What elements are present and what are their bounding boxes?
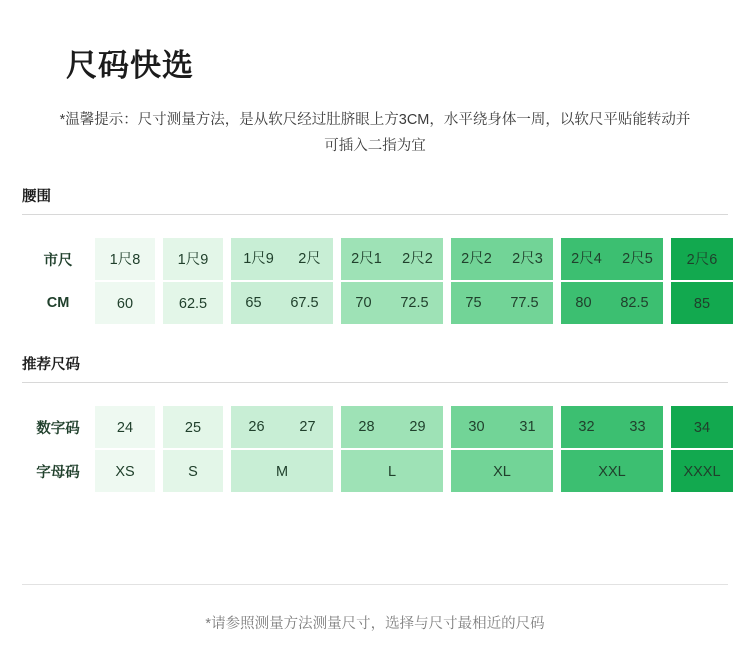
waist-cm-value-3a: 65	[245, 295, 262, 311]
waist-cm-value-7: 85	[670, 281, 734, 325]
recommend-cell-numeric-7	[670, 405, 734, 449]
waist-cell-cm-3	[230, 281, 334, 325]
waist-cell-shichi-7	[670, 237, 734, 281]
row-label-cm: CM	[22, 281, 94, 325]
waist-cell-shichi-3	[230, 237, 334, 281]
row-label-letter: 字母码	[22, 449, 94, 493]
recommend-cell-letter-4	[340, 449, 444, 493]
waist-shichi-value-3b: 2尺	[298, 251, 321, 267]
recommend-cell-numeric-1	[94, 405, 156, 449]
waist-cell-shichi-6	[560, 237, 664, 281]
waist-cm-value-5b: 77.5	[510, 295, 539, 311]
recommend-numeric-value-3a: 26	[248, 419, 265, 435]
recommend-numeric-value-4b: 29	[409, 419, 426, 435]
waist-cell-cm-2	[162, 281, 224, 325]
table-row	[22, 405, 734, 449]
page-title: 尺码快选	[66, 48, 194, 83]
waist-cell-shichi-4	[340, 237, 444, 281]
waist-cm-value-2: 62.5	[162, 281, 224, 325]
recommend-numeric-value-6a: 32	[578, 419, 595, 435]
waist-cell-cm-6	[560, 281, 664, 325]
recommend-letter-value-2: S	[162, 449, 224, 493]
waist-cm-value-6b: 82.5	[620, 295, 649, 311]
waist-table-wrap	[22, 237, 728, 325]
waist-cm-value-5a: 75	[465, 295, 482, 311]
recommend-cell-numeric-5	[450, 405, 554, 449]
waist-shichi-value-2: 1尺9	[162, 237, 224, 281]
recommend-letter-value-4: L	[340, 449, 444, 493]
recommend-cell-numeric-6	[560, 405, 664, 449]
waist-shichi-value-6b: 2尺5	[622, 251, 653, 267]
footnote: *请参照测量方法测量尺寸，选择与尺寸最相近的尺码	[205, 616, 545, 632]
waist-shichi-value-5a: 2尺2	[461, 251, 492, 267]
recommend-letter-value-3: M	[230, 449, 334, 493]
waist-cm-value-4a: 70	[355, 295, 372, 311]
recommend-table	[22, 405, 734, 493]
recommend-cell-letter-1	[94, 449, 156, 493]
recommend-cell-numeric-2	[162, 405, 224, 449]
table-row	[22, 281, 734, 325]
waist-table	[22, 237, 734, 325]
recommend-letter-value-5: XL	[450, 449, 554, 493]
recommend-letter-value-6: XXL	[560, 449, 664, 493]
waist-cell-shichi-5	[450, 237, 554, 281]
table-row	[22, 237, 734, 281]
recommend-numeric-value-3b: 27	[299, 419, 316, 435]
recommend-letter-value-7: XXXL	[670, 449, 734, 493]
section-heading-recommend: 推荐尺码	[22, 353, 728, 383]
table-row	[22, 449, 734, 493]
waist-shichi-value-7: 2尺6	[670, 237, 734, 281]
waist-shichi-value-3a: 1尺9	[243, 251, 274, 267]
recommend-cell-letter-3	[230, 449, 334, 493]
waist-shichi-value-4b: 2尺2	[402, 251, 433, 267]
waist-cm-value-1: 60	[94, 281, 156, 325]
recommend-numeric-value-7: 34	[670, 405, 734, 449]
row-label-shichi: 市尺	[22, 237, 94, 281]
recommend-numeric-value-4a: 28	[358, 419, 375, 435]
recommend-table-wrap	[22, 405, 728, 493]
recommend-numeric-value-1: 24	[94, 405, 156, 449]
recommend-letter-value-1: XS	[94, 449, 156, 493]
footnote-divider	[22, 584, 728, 585]
recommend-cell-letter-2	[162, 449, 224, 493]
waist-cell-cm-4	[340, 281, 444, 325]
recommend-cell-numeric-3	[230, 405, 334, 449]
waist-cm-value-4b: 72.5	[400, 295, 429, 311]
recommend-numeric-value-5a: 30	[468, 419, 485, 435]
waist-shichi-value-4a: 2尺1	[351, 251, 382, 267]
waist-shichi-value-5b: 2尺3	[512, 251, 543, 267]
waist-shichi-value-1: 1尺8	[94, 237, 156, 281]
waist-shichi-value-6a: 2尺4	[571, 251, 602, 267]
waist-cm-value-3b: 67.5	[290, 295, 319, 311]
recommend-cell-letter-6	[560, 449, 664, 493]
recommend-cell-letter-7	[670, 449, 734, 493]
section-heading-waist: 腰围	[22, 185, 728, 215]
waist-cell-cm-7	[670, 281, 734, 325]
recommend-cell-letter-5	[450, 449, 554, 493]
waist-cell-cm-5	[450, 281, 554, 325]
waist-cm-value-6a: 80	[575, 295, 592, 311]
waist-cell-cm-1	[94, 281, 156, 325]
row-label-numeric: 数字码	[22, 405, 94, 449]
measurement-tip: *温馨提示：尺寸测量方法，是从软尺经过肚脐眼上方3CM，水平绕身体一周，以软尺平贴能转动并可插入二指为宜	[59, 112, 691, 154]
recommend-cell-numeric-4	[340, 405, 444, 449]
waist-cell-shichi-1	[94, 237, 156, 281]
recommend-numeric-value-5b: 31	[519, 419, 536, 435]
recommend-numeric-value-6b: 33	[629, 419, 646, 435]
waist-cell-shichi-2	[162, 237, 224, 281]
recommend-numeric-value-2: 25	[162, 405, 224, 449]
